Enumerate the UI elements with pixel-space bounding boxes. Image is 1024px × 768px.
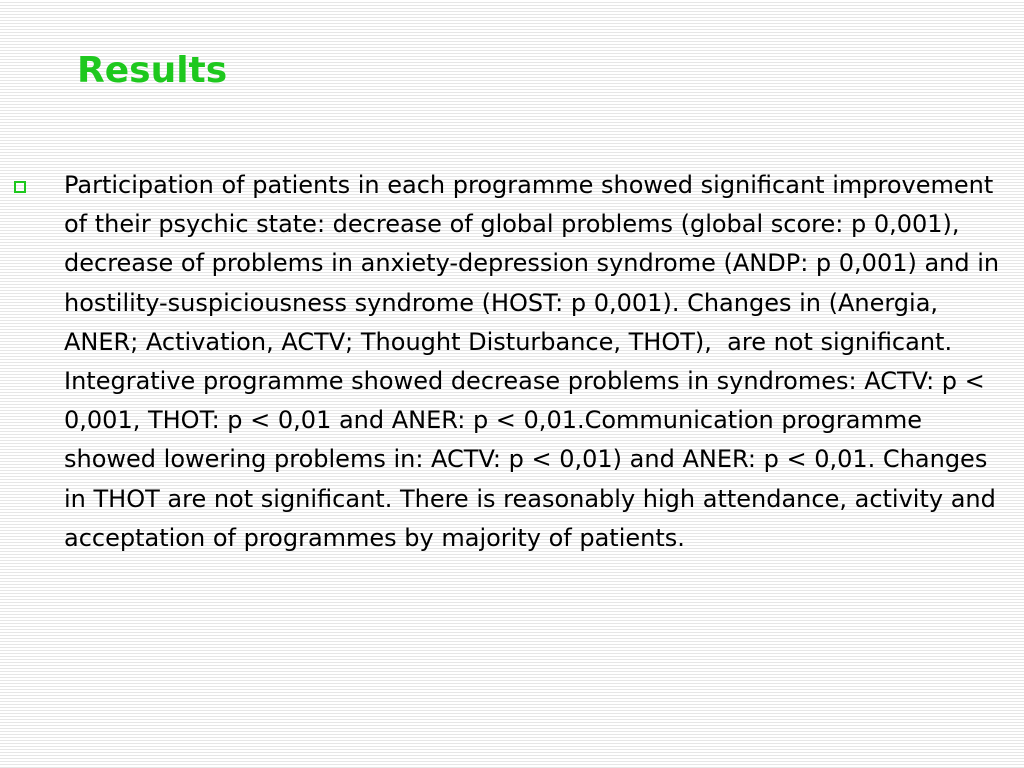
slide-title: Results bbox=[77, 50, 228, 91]
hollow-square-bullet-icon bbox=[14, 181, 26, 193]
bullet-item bbox=[0, 166, 1024, 558]
bullet-text: Participation of patients in each programme showed significant improvement of their psychic state: decrease of global problems (global score: p 0,001), decrease of problems in anxiety-depression syndrome (ANDP: p 0,001) and in hostility-suspiciousness syndrome (HOST: p 0,001). Changes in (Anergia, ANER; Activation, ACTV; Thought Disturbance, THOT), are not significant. Integrative programme showed decrease problems in syndromes: ACTV: p < 0,001, THOT: p < 0,01 and ANER: p < 0,01.Communication programme showed lowering problems in: ACTV: p < 0,01) and ANER: p < 0,01. Changes in THOT are not significant. There is reasonably high attendance, activity and acceptation of programmes by majority of patients. bbox=[64, 171, 1007, 552]
bullet-list bbox=[0, 166, 1024, 558]
